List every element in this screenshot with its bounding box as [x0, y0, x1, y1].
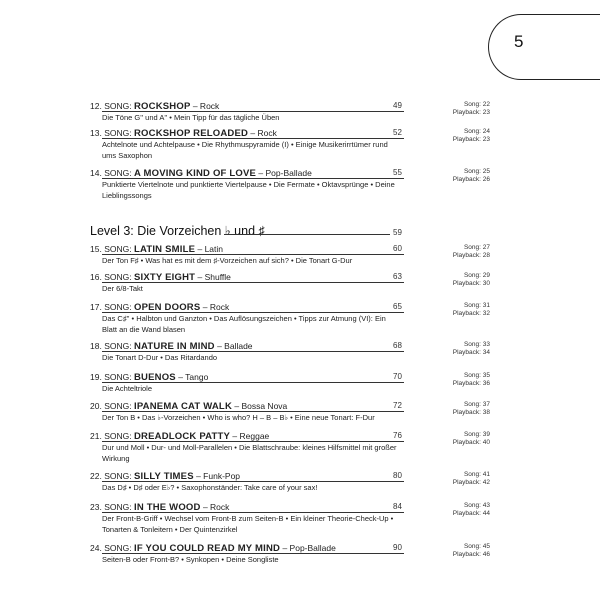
page-ref: 60: [393, 244, 402, 253]
song-label: SONG:: [104, 341, 132, 351]
entry-description: Dur und Moll • Dur- und Moll-Parallelen • Die Blattschraube: kleines Hilfsmittel mit großer Wirkung: [102, 443, 397, 463]
page-ref: 55: [393, 168, 402, 177]
song-label: SONG:: [104, 543, 132, 553]
entry-number: 12.: [90, 101, 102, 111]
leader-rule: [102, 512, 404, 513]
song-genre: – Bossa Nova: [232, 401, 288, 411]
entry-number: 17.: [90, 302, 102, 312]
song-genre: – Ballade: [214, 341, 253, 351]
song-track: Song: 45: [463, 543, 490, 550]
playback-track: Playback: 40: [452, 439, 490, 446]
song-name: OPEN DOORS: [133, 302, 201, 313]
song-track: Song: 43: [463, 502, 490, 509]
leader-rule: [102, 481, 404, 482]
leader-rule: [102, 351, 404, 352]
song-label: SONG:: [104, 471, 132, 481]
level-heading: Level 3: Die Vorzeichen ♭ und ♯: [90, 224, 265, 238]
song-name: DREADLOCK PATTY: [133, 431, 231, 442]
entry-number: 16.: [90, 272, 102, 282]
toc-entry: [90, 543, 600, 593]
page-ref: 84: [393, 502, 402, 511]
song-name: NATURE IN MIND: [133, 341, 215, 352]
song-genre: – Latin: [195, 244, 224, 254]
audio-tracks: [430, 372, 490, 388]
entry-number: 14.: [90, 168, 102, 178]
audio-tracks: [430, 244, 490, 260]
entry-description: Der 6/8-Takt: [102, 284, 143, 293]
page-ref: 68: [393, 341, 402, 350]
song-genre: – Funk-Pop: [193, 471, 241, 481]
entry-number: 18.: [90, 341, 102, 351]
song-track: Song: 29: [463, 272, 490, 279]
playback-track: Playback: 28: [452, 252, 490, 259]
entry-number: 20.: [90, 401, 102, 411]
song-track: Song: 31: [463, 302, 490, 309]
song-track: Song: 41: [463, 471, 490, 478]
page-number: 5: [514, 32, 524, 51]
song-label: SONG:: [104, 101, 132, 111]
leader-rule: [102, 111, 404, 112]
entry-description: Der Ton B • Das ♭-Vorzeichen • Who is who? H – B – B♭ • Eine neue Tonart: F-Dur: [102, 413, 375, 422]
entry-description: Die Töne G'' und A'' • Mein Tipp für das tägliche Üben: [102, 113, 280, 122]
entry-number: 19.: [90, 372, 102, 382]
song-label: SONG:: [104, 401, 132, 411]
entry-description: Achtelnote und Achtelpause • Die Rhythmuspyramide (I) • Einige Musikerirrtümer rund ums Saxophon: [102, 140, 388, 160]
entry-description: Die Achteltriole: [102, 384, 153, 393]
song-name: IN THE WOOD: [133, 502, 201, 513]
audio-tracks: [430, 168, 490, 184]
song-name: ROCKSHOP: [133, 101, 191, 112]
song-track: Song: 22: [463, 101, 490, 108]
playback-track: Playback: 44: [452, 510, 490, 517]
page-ref: 72: [393, 401, 402, 410]
playback-track: Playback: 23: [452, 109, 490, 116]
entry-description: Punktierte Viertelnote und punktierte Viertelpause • Die Fermate • Oktavsprünge • Deine Lieblingssongs: [102, 180, 395, 200]
song-genre: – Rock: [248, 128, 277, 138]
entry-description: Die Tonart D-Dur • Das Ritardando: [102, 353, 218, 362]
song-track: Song: 33: [463, 341, 490, 348]
entry-description: Seiten-B oder Front-B? • Synkopen • Deine Songliste: [102, 555, 279, 564]
entry-number: 22.: [90, 471, 102, 481]
entry-description: Der Ton F♯ • Was hat es mit dem ♯-Vorzeichen auf sich? • Die Tonart G-Dur: [102, 256, 353, 265]
song-label: SONG:: [104, 302, 132, 312]
playback-track: Playback: 36: [452, 380, 490, 387]
page-ref: 65: [393, 302, 402, 311]
page-number-tab: [488, 14, 600, 80]
playback-track: Playback: 34: [452, 349, 490, 356]
song-name: A MOVING KIND OF LOVE: [133, 168, 257, 179]
entry-number: 21.: [90, 431, 102, 441]
song-name: ROCKSHOP RELOADED: [133, 128, 249, 139]
page-ref: 76: [393, 431, 402, 440]
level-rule: [224, 234, 390, 235]
song-genre: – Rock: [200, 302, 230, 312]
playback-track: Playback: 38: [452, 409, 490, 416]
playback-track: Playback: 26: [452, 176, 490, 183]
song-genre: – Shuffle: [195, 272, 231, 282]
song-track: Song: 25: [463, 168, 490, 175]
song-label: SONG:: [104, 244, 132, 254]
page-ref: 90: [393, 543, 402, 552]
song-genre: – Pop-Ballade: [280, 543, 336, 553]
entry-number: 15.: [90, 244, 102, 254]
song-name: IF YOU COULD READ MY MIND: [133, 543, 281, 554]
song-label: SONG:: [104, 502, 132, 512]
audio-tracks: [430, 341, 490, 357]
entry-number: 13.: [90, 128, 102, 138]
leader-rule: [102, 254, 404, 255]
audio-tracks: [430, 471, 490, 487]
leader-rule: [102, 138, 404, 139]
leader-rule: [102, 312, 404, 313]
page-ref: 80: [393, 471, 402, 480]
page-ref: 49: [393, 101, 402, 110]
leader-rule: [102, 553, 404, 554]
playback-track: Playback: 42: [452, 479, 490, 486]
audio-tracks: [430, 302, 490, 318]
audio-tracks: [430, 502, 490, 518]
leader-rule: [102, 178, 404, 179]
song-track: Song: 35: [463, 372, 490, 379]
leader-rule: [102, 382, 404, 383]
song-track: Song: 39: [463, 431, 490, 438]
page-ref: 70: [393, 372, 402, 381]
audio-tracks: [430, 128, 490, 144]
leader-rule: [102, 282, 404, 283]
entry-number: 23.: [90, 502, 102, 512]
entry-description: Das D♯ • D♯ oder E♭? • Saxophonständer: Take care of your sax!: [102, 483, 318, 492]
audio-tracks: [430, 431, 490, 447]
leader-rule: [102, 411, 404, 412]
song-genre: – Rock: [200, 502, 230, 512]
song-genre: – Reggae: [230, 431, 270, 441]
entry-description: Der Front-B-Griff • Wechsel vom Front-B zum Seiten-B • Ein kleiner Theorie-Check-Up • Tonarten & Tonleitern • Der Quintenzirkel: [102, 514, 394, 534]
song-genre: – Pop-Ballade: [256, 168, 312, 178]
audio-tracks: [430, 272, 490, 288]
entry-description: Das C♯'' • Halbton und Ganzton • Das Auflösungszeichen • Tipps zur Atmung (VI): Ein Blatt an die Wand blasen: [102, 314, 386, 334]
song-name: BUENOS: [133, 372, 176, 383]
song-label: SONG:: [104, 128, 132, 138]
playback-track: Playback: 23: [452, 136, 490, 143]
audio-tracks: [430, 401, 490, 417]
toc-entry: [90, 168, 600, 218]
playback-track: Playback: 30: [452, 280, 490, 287]
song-label: SONG:: [104, 168, 132, 178]
song-name: SIXTY EIGHT: [133, 272, 196, 283]
song-name: LATIN SMILE: [133, 244, 196, 255]
playback-track: Playback: 32: [452, 310, 490, 317]
audio-tracks: [430, 543, 490, 559]
entry-number: 24.: [90, 543, 102, 553]
playback-track: Playback: 46: [452, 551, 490, 558]
song-genre: – Rock: [190, 101, 220, 111]
page-ref: 63: [393, 272, 402, 281]
song-label: SONG:: [104, 372, 132, 382]
song-track: Song: 37: [463, 401, 490, 408]
song-track: Song: 24: [463, 128, 490, 135]
level-page-ref: 59: [393, 228, 402, 237]
song-name: SILLY TIMES: [133, 471, 194, 482]
song-label: SONG:: [104, 431, 132, 441]
song-name: IPANEMA CAT WALK: [133, 401, 232, 412]
song-track: Song: 27: [463, 244, 490, 251]
song-label: SONG:: [104, 272, 132, 282]
audio-tracks: [430, 101, 490, 117]
song-genre: – Tango: [175, 372, 209, 382]
leader-rule: [102, 441, 404, 442]
page-ref: 52: [393, 128, 402, 137]
